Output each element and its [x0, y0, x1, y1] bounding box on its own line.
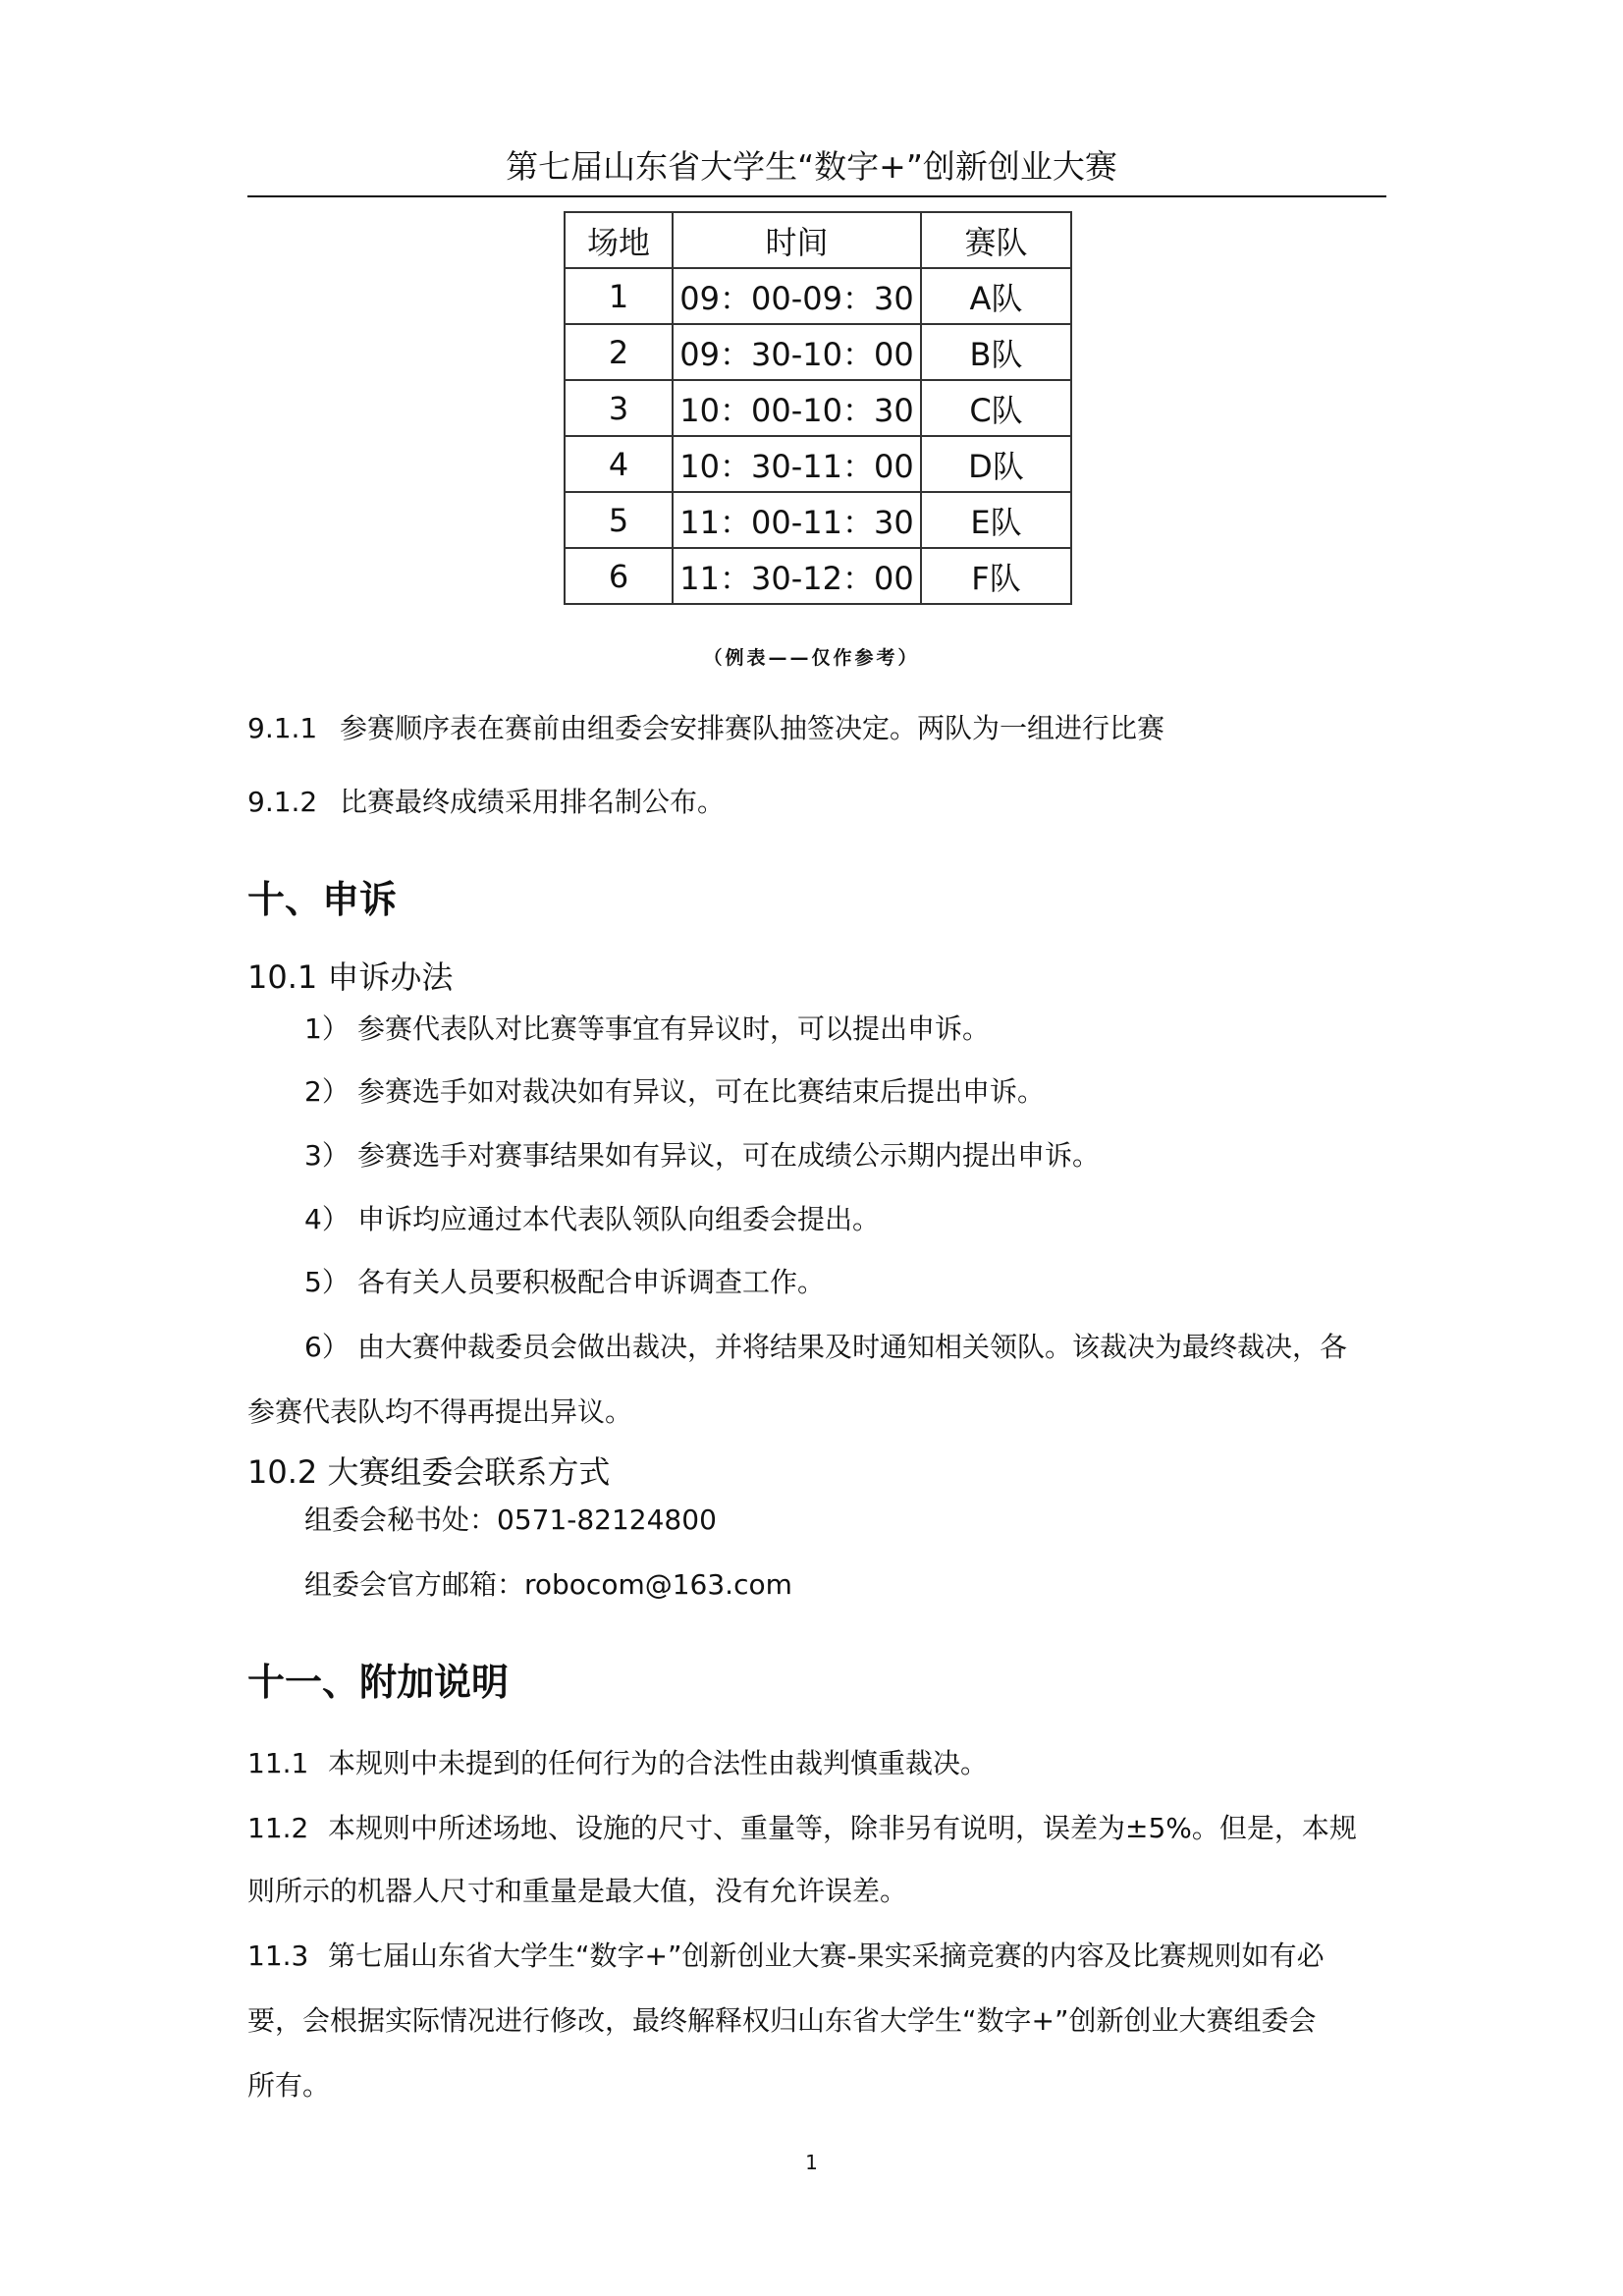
- clause-11-1: [247, 1744, 988, 1783]
- clause-text: 第七届山东省大学生“数字+”创新创业大赛-果实采摘竞赛的内容及比赛规则如有必: [328, 1940, 1325, 1972]
- list-number: 6）: [304, 1331, 350, 1363]
- clause-number: 11.2: [247, 1812, 309, 1844]
- table-header-row: [565, 212, 1071, 268]
- table-row: [565, 436, 1071, 492]
- list-text: 各有关人员要积极配合申诉调查工作。: [357, 1266, 826, 1298]
- schedule-table: [564, 211, 1072, 605]
- clause-continuation: 则所示的机器人尺寸和重量是最大值，没有允许误差。: [247, 1875, 908, 1907]
- table-row: [565, 548, 1071, 604]
- table-cell: 4: [565, 436, 673, 492]
- column-header: 时间: [673, 212, 921, 268]
- table-cell: D队: [921, 436, 1071, 492]
- clause-number: 9.1.2: [247, 786, 318, 818]
- section-heading-notes: 十一、附加说明: [247, 1661, 510, 1704]
- page-number: 1: [805, 2151, 818, 2174]
- page-header-title: 第七届山东省大学生“数字+”创新创业大赛: [506, 147, 1117, 186]
- list-number: 3）: [304, 1139, 350, 1172]
- table-row: [565, 324, 1071, 380]
- clause-text: 本规则中未提到的任何行为的合法性由裁判慎重裁决。: [328, 1747, 989, 1779]
- column-header: 赛队: [921, 212, 1071, 268]
- list-item: [304, 1263, 825, 1302]
- table-cell: 11：30-12：00: [673, 548, 921, 604]
- list-item: [304, 1200, 880, 1239]
- list-text: 参赛选手对赛事结果如有异议，可在成绩公示期内提出申诉。: [357, 1139, 1101, 1172]
- list-text: 参赛代表队对比赛等事宜有异议时，可以提出申诉。: [357, 1012, 991, 1045]
- clause-text: 参赛顺序表在赛前由组委会安排赛队抽签决定。两队为一组进行比赛: [340, 712, 1165, 744]
- table-cell: 10：00-10：30: [673, 380, 921, 436]
- list-text: 由大赛仲裁委员会做出裁决，并将结果及时通知相关领队。该裁决为最终裁决，各: [357, 1331, 1348, 1363]
- clause-number: 11.1: [247, 1747, 309, 1779]
- table-cell: F队: [921, 548, 1071, 604]
- subsection-heading-appeal-method: 10.1 申诉办法: [247, 958, 454, 996]
- clause-11-2: [247, 1809, 1357, 1848]
- table-cell: A队: [921, 268, 1071, 324]
- list-item-continuation: 参赛代表队均不得再提出异议。: [247, 1395, 633, 1428]
- subsection-heading-contact: 10.2 大赛组委会联系方式: [247, 1453, 611, 1491]
- table-cell: 10：30-11：00: [673, 436, 921, 492]
- list-item: [304, 1328, 1347, 1367]
- list-number: 2）: [304, 1075, 350, 1108]
- table-cell: 09：00-09：30: [673, 268, 921, 324]
- table-cell: C队: [921, 380, 1071, 436]
- clause-11-3: [247, 1937, 1325, 1976]
- clause-number: 9.1.1: [247, 712, 318, 744]
- table-cell: B队: [921, 324, 1071, 380]
- list-item: [304, 1072, 1045, 1112]
- contact-email: 组委会官方邮箱：robocom@163.com: [304, 1568, 792, 1601]
- table-cell: 6: [565, 548, 673, 604]
- list-text: 申诉均应通过本代表队领队向组委会提出。: [357, 1203, 881, 1235]
- list-item: [304, 1136, 1100, 1175]
- clause-number: 11.3: [247, 1940, 309, 1972]
- clause-continuation: 要，会根据实际情况进行修改，最终解释权归山东省大学生“数字+”创新创业大赛组委会: [247, 2004, 1317, 2037]
- contact-phone: 组委会秘书处：0571-82124800: [304, 1503, 717, 1536]
- table-row: [565, 492, 1071, 548]
- table-cell: 5: [565, 492, 673, 548]
- list-number: 1）: [304, 1012, 350, 1045]
- header-divider: [247, 195, 1386, 197]
- table-cell: 09：30-10：00: [673, 324, 921, 380]
- clause-9-1-2: [247, 783, 725, 822]
- list-item: [304, 1010, 990, 1049]
- table-cell: 1: [565, 268, 673, 324]
- list-number: 5）: [304, 1266, 350, 1298]
- clause-text: 本规则中所述场地、设施的尺寸、重量等，除非另有说明，误差为±5%。但是，本规: [328, 1812, 1357, 1844]
- clause-9-1-1: [247, 709, 1164, 748]
- list-number: 4）: [304, 1203, 350, 1235]
- list-text: 参赛选手如对裁决如有异议，可在比赛结束后提出申诉。: [357, 1075, 1046, 1108]
- column-header: 场地: [565, 212, 673, 268]
- table-cell: 11：00-11：30: [673, 492, 921, 548]
- clause-continuation: 所有。: [247, 2069, 331, 2102]
- table-cell: E队: [921, 492, 1071, 548]
- table-cell: 3: [565, 380, 673, 436]
- table-caption: （例表——仅作参考）: [703, 647, 920, 669]
- table-row: [565, 268, 1071, 324]
- section-heading-appeal: 十、申诉: [247, 878, 398, 921]
- table-row: [565, 380, 1071, 436]
- table-cell: 2: [565, 324, 673, 380]
- clause-text: 比赛最终成绩采用排名制公布。: [340, 786, 726, 818]
